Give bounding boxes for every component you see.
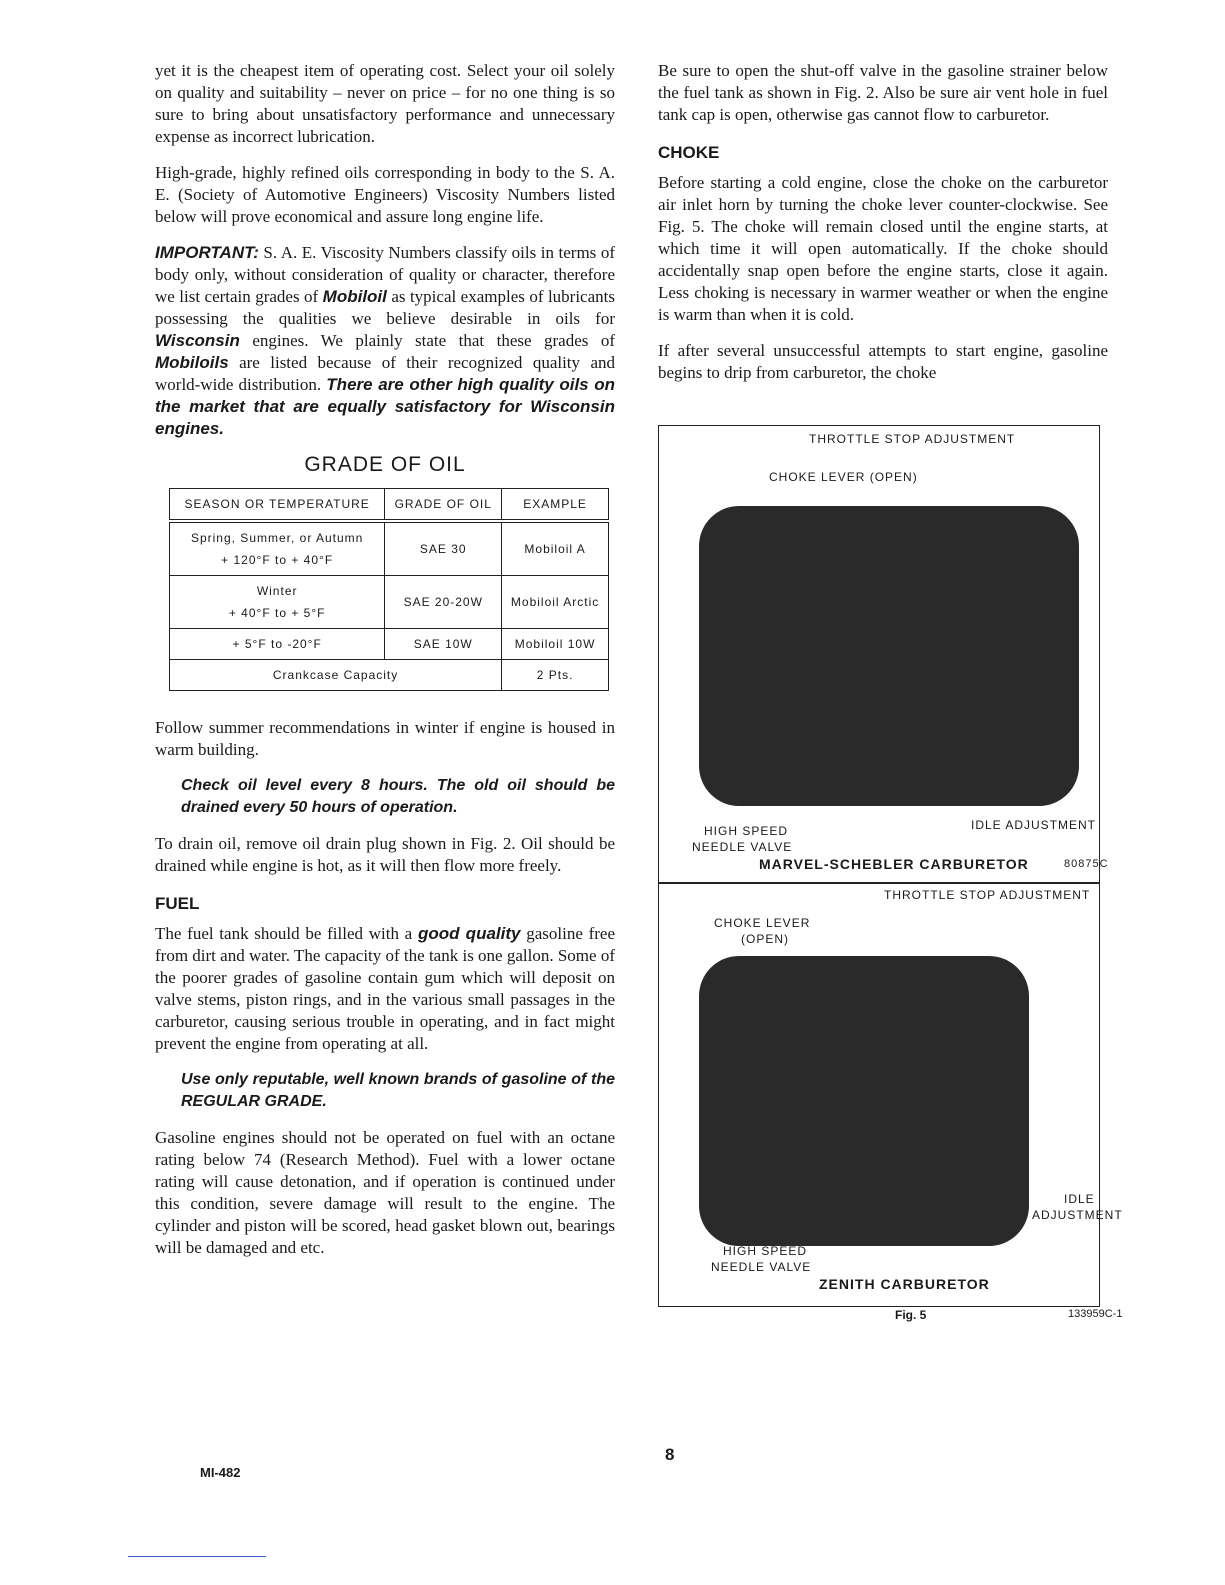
grade-of-oil-table — [169, 488, 609, 691]
bottom-choke-open-label: (OPEN) — [741, 932, 789, 946]
top-throttle-label: THROTTLE STOP ADJUSTMENT — [809, 432, 1016, 446]
wisconsin-term: Wisconsin — [155, 331, 240, 350]
flooding-paragraph: If after several unsuccessful attempts to start engine, gasoline begins to drip from carburetor, the choke — [658, 341, 1108, 382]
fuel-heading: FUEL — [155, 894, 200, 913]
figure-divider — [659, 882, 1099, 884]
important-emphasis: There are other high quality oils on the market that are equally satisfactory for Wisconsin engines. — [155, 375, 616, 438]
col-header-grade: GRADE OF OIL — [385, 489, 502, 522]
bottom-idle-label: IDLE — [1064, 1192, 1095, 1206]
bottom-caption: ZENITH CARBURETOR — [819, 1276, 990, 1292]
mobiloils-term: Mobiloils — [155, 353, 229, 372]
use-only-note: Use only reputable, well known brands of gasoline of the REGULAR GRADE. — [181, 1071, 615, 1110]
col-header-season: SEASON OR TEMPERATURE — [170, 489, 385, 522]
bottom-code: 133959C-1 — [1068, 1308, 1123, 1320]
important-paragraph: IMPORTANT: S. A. E. Viscosity Numbers classify oils in terms of body only, without consideration of quality or character, therefore we list certain grades of Mobiloil as typical examples of lubricants possessing the qualities we believe desirable in oils for Wisconsin engines. We plainly state that these grades of Mobiloils are listed because of their recognized quality and world-wide distribution. There are other high quality oils on the market that are equally satisfactory for Wisconsin engines. — [155, 243, 616, 438]
important-label: IMPORTANT: — [155, 243, 259, 262]
crankcase-capacity-value: 2 Pts. — [502, 660, 609, 691]
octane-paragraph: Gasoline engines should not be operated on fuel with an octane rating below 74 (Research Method). Fuel with a lower octane rating will cause detonation, and if operation is continued under this condition, severe damage will result to the engine. The cylinder and piston will be scored, head gasket blown out, bearings will be damaged and etc. — [155, 1128, 615, 1257]
carburetor-figure — [658, 425, 1123, 1307]
document-id: MI-482 — [200, 1465, 241, 1480]
bottom-choke-label: CHOKE LEVER — [714, 916, 811, 930]
table-row: Spring, Summer, or Autumn + 120°F to + 40°F SAE 30 Mobiloil A — [170, 521, 609, 576]
check-oil-note: Check oil level every 8 hours. The old oil should be drained every 50 hours of operation. — [181, 777, 615, 816]
crankcase-capacity-label: Crankcase Capacity — [170, 660, 502, 691]
winter-note-paragraph: Follow summer recommendations in winter if engine is housed in warm building. — [155, 718, 615, 759]
drain-oil-paragraph: To drain oil, remove oil drain plug shown in Fig. 2. Oil should be drained while engine is hot, as it will then flow more freely. — [155, 834, 615, 875]
grade-of-oil-title: GRADE OF OIL — [304, 453, 466, 476]
zenith-carburetor-photo — [699, 956, 1029, 1246]
top-high-speed-label: HIGH SPEED — [704, 824, 789, 838]
table-row: + 5°F to -20°F SAE 10W Mobiloil 10W — [170, 629, 609, 660]
top-code: 80875C — [1064, 858, 1109, 870]
top-idle-label: IDLE ADJUSTMENT — [971, 818, 1097, 832]
col-header-example: EXAMPLE — [502, 489, 609, 522]
shutoff-valve-paragraph: Be sure to open the shut-off valve in the gasoline strainer below the fuel tank as shown in Fig. 2. Also be sure air vent hole in fuel tank cap is open, otherwise gas cannot flow to carburetor. — [658, 61, 1108, 124]
choke-heading: CHOKE — [658, 143, 720, 162]
top-caption: MARVEL-SCHEBLER CARBURETOR — [759, 856, 1029, 872]
bottom-adjustment-label: ADJUSTMENT — [1032, 1208, 1123, 1222]
figure-number: Fig. 5 — [895, 1308, 927, 1322]
left-column — [155, 60, 615, 1273]
page-number: 8 — [665, 1445, 675, 1464]
mobiloil-term: Mobiloil — [322, 287, 387, 306]
top-choke-label: CHOKE LEVER (OPEN) — [769, 470, 918, 484]
top-needle-valve-label: NEEDLE VALVE — [692, 840, 793, 854]
marvel-schebler-carburetor-photo — [699, 506, 1079, 806]
right-column — [658, 60, 1108, 384]
oil-grade-paragraph: High-grade, highly refined oils corresponding in body to the S. A. E. (Society of Automotive Engineers) Viscosity Numbers listed below will prove economical and assure long engine life. — [155, 163, 615, 226]
table-row — [170, 660, 609, 691]
bottom-throttle-label: THROTTLE STOP ADJUSTMENT — [884, 888, 1091, 902]
bottom-high-speed-label: HIGH SPEED — [723, 1244, 808, 1258]
bottom-needle-valve-label: NEEDLE VALVE — [711, 1260, 812, 1274]
scan-edge-line — [128, 1556, 266, 1557]
oil-intro-paragraph: yet it is the cheapest item of operating cost. Select your oil solely on quality and suitability – never on price – for no one thing is so sure to bring about unsatisfactory performance and unnecessary expense as incorrect lubrication. — [155, 61, 615, 146]
choke-paragraph: Before starting a cold engine, close the choke on the carburetor air inlet horn by turning the choke lever counter-clockwise. See Fig. 5. The choke will remain closed until the engine starts, at which time it will open automatically. If the choke should accidentally snap open before the engine starts, close it again. Less choking is necessary in warmer weather or when the engine is warm than when it is cold. — [658, 173, 1108, 324]
fuel-paragraph: The fuel tank should be filled with a good quality gasoline free from dirt and water. The capacity of the tank is one gallon. Some of the poorer grades of gasoline contain gum which will deposit on valve stems, piston rings, and in the various small passages in the carburetor, causing serious trouble in operating, and in fact might prevent the engine from operating at all. — [155, 924, 615, 1053]
table-row: Winter + 40°F to + 5°F SAE 20-20W Mobiloil Arctic — [170, 576, 609, 629]
